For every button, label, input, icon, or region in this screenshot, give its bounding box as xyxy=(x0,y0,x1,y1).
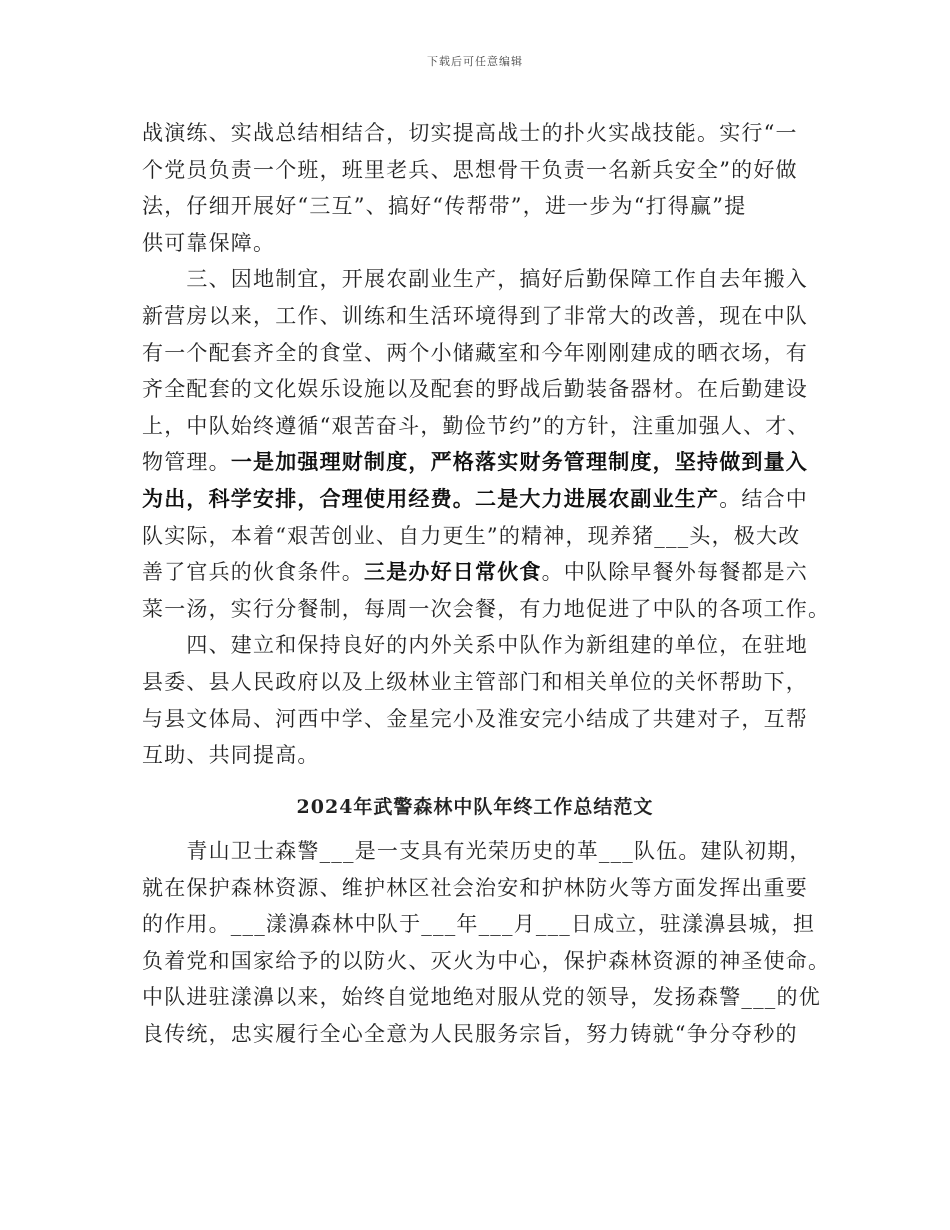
text-line xyxy=(142,740,822,770)
text-line xyxy=(142,557,822,587)
text-line xyxy=(142,946,831,976)
text-line xyxy=(142,484,822,514)
text-line xyxy=(142,118,822,148)
text-segment: 。结合中 xyxy=(719,487,809,511)
text-line xyxy=(142,155,822,185)
text-line xyxy=(142,301,822,331)
text-line xyxy=(142,873,822,903)
text-segment: 队实际，本着“艰苦创业、自力更生”的精神，现养猪___头，极大改 xyxy=(142,523,801,548)
text-segment: 善了官兵的伙食条件。 xyxy=(142,560,364,585)
text-line xyxy=(142,1019,822,1049)
text-line xyxy=(142,594,831,624)
text-line xyxy=(142,447,822,477)
text-segment: 新营房以来，工作、训练和生活环境得到了非常大的改善，现在中队 xyxy=(142,304,808,328)
text-segment: 三、因地制宜，开展农副业生产，搞好后勤保障工作自去年搬入 xyxy=(142,267,808,292)
text-segment: 青山卫士森警___是一支具有光荣历史的革___队伍。建队初期， xyxy=(142,839,812,863)
text-segment: 战演练、实战总结相结合，切实提高战士的扑火实战技能。实行“一 xyxy=(142,121,798,145)
text-line xyxy=(142,411,822,441)
text-segment: 法，仔细开展好“三互”、搞好“传帮带”，进一步为“打得赢”提 xyxy=(142,194,747,219)
page-header: 下载后可任意编辑 xyxy=(427,55,523,68)
text-segment: 良传统，忠实履行全心全意为人民服务宗旨，努力铸就“争分夺秒的 xyxy=(142,1022,798,1046)
text-segment: 个党员负责一个班，班里老兵、思想骨干负责一名新兵安全”的好做 xyxy=(142,157,798,182)
text-segment: 物管理。 xyxy=(142,450,231,475)
text-line xyxy=(142,704,822,734)
text-line xyxy=(142,228,822,258)
bold-text-segment: 为出，科学安排，合理使用经费。二是大力进展农副业生产 xyxy=(142,486,720,511)
text-segment: 县委、县人民政府以及上级林业主管部门和相关单位的关怀帮助下， xyxy=(142,670,808,694)
text-line xyxy=(142,909,822,939)
document-title: 2024年武警森林中队年终工作总结范文 xyxy=(296,796,654,818)
text-segment: 中队进驻漾濞以来，始终自觉地绝对服从党的领导，发扬森警___的优 xyxy=(142,985,821,1010)
text-line xyxy=(142,374,822,404)
text-segment: 齐全配套的文化娱乐设施以及配套的野战后勤装备器材。在后勤建设 xyxy=(142,377,808,402)
text-line xyxy=(142,836,822,866)
text-segment: 负着党和国家给予的以防火、灭火为中心，保护森林资源的神圣使命。 xyxy=(142,948,831,973)
text-segment: 四、建立和保持良好的内外关系中队作为新组建的单位，在驻地 xyxy=(142,633,808,658)
text-line xyxy=(142,264,822,294)
text-segment: 有一个配套齐全的食堂、两个小储藏室和今年刚刚建成的晒衣场，有 xyxy=(142,340,808,365)
text-segment: 的作用。___漾濞森林中队于___年___月___日成立，驻漾濞县城，担 xyxy=(142,912,816,937)
text-segment: 上，中队始终遵循“艰苦奋斗，勤俭节约”的方针，注重加强人、才、 xyxy=(142,413,810,438)
text-line xyxy=(142,521,822,551)
text-segment: 互助、共同提高。 xyxy=(142,743,320,768)
text-line xyxy=(142,191,822,221)
text-segment: 菜一汤，实行分餐制，每周一次会餐，有力地促进了中队的各项工作。 xyxy=(142,596,831,621)
text-line xyxy=(142,667,822,697)
bold-text-segment: 一是加强理财制度，严格落实财务管理制度，坚持做到量入 xyxy=(230,449,809,475)
text-line xyxy=(142,982,822,1012)
text-segment: 。中队除早餐外每餐都是六 xyxy=(541,560,809,585)
text-line xyxy=(142,630,822,660)
text-segment: 就在保护森林资源、维护林区社会治安和护林防火等方面发挥出重要 xyxy=(142,875,808,900)
bold-text-segment: 三是办好日常伙食 xyxy=(364,559,542,585)
text-segment: 供可靠保障。 xyxy=(142,230,276,255)
text-segment: 与县文体局、河西中学、金星完小及淮安完小结成了共建对子，互帮 xyxy=(142,706,808,731)
text-line xyxy=(142,338,822,368)
